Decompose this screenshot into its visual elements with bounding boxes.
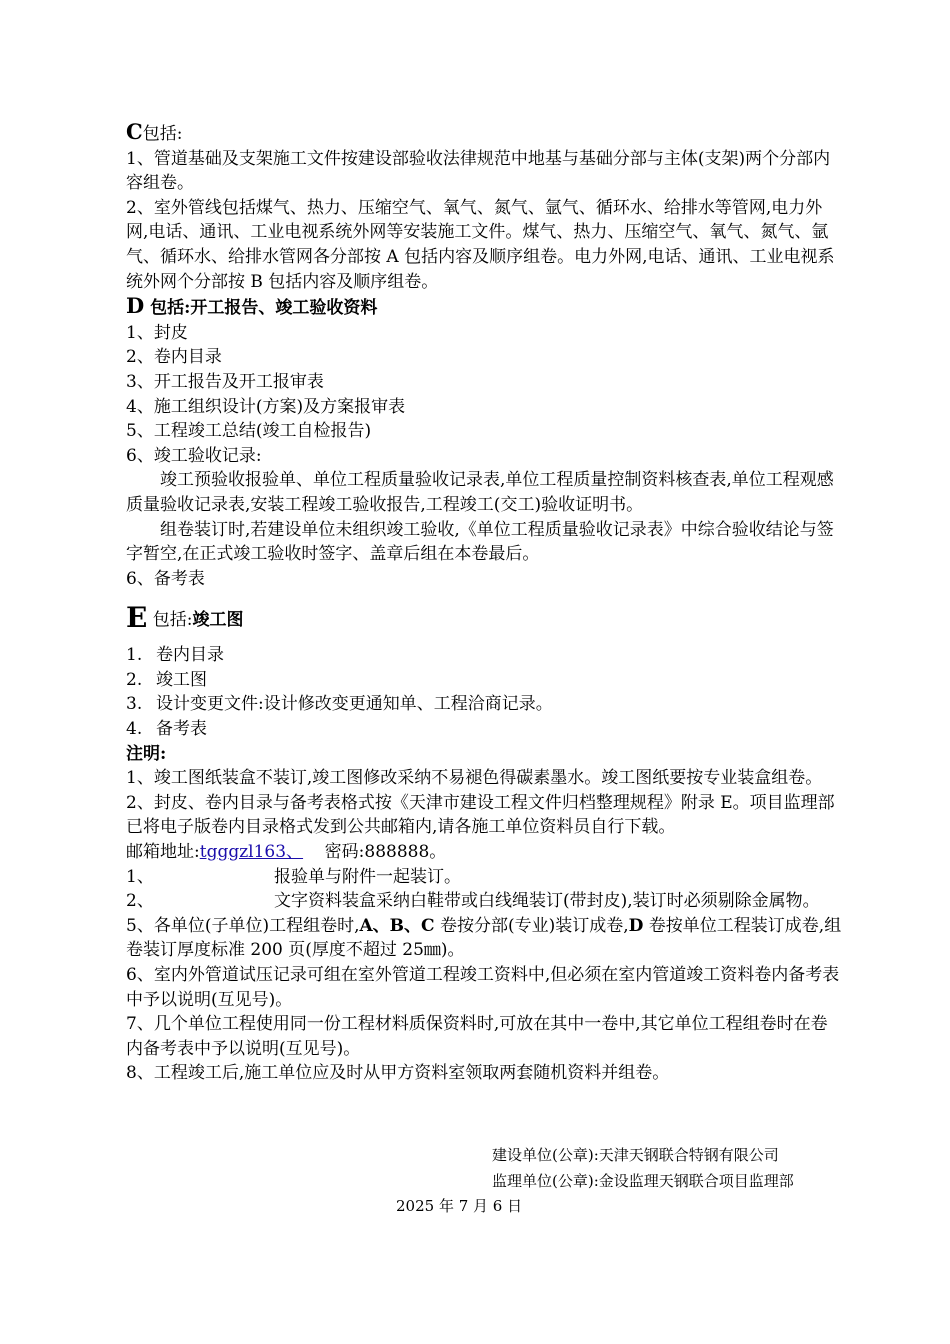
- builder-signature: 建设单位(公章):天津天钢联合特钢有限公司: [492, 1146, 779, 1164]
- section-e-item-num: 2.: [126, 669, 143, 690]
- note-gap-text: 文字资料装盒采纳白鞋带或白线绳装订(带封皮),装订时必须剔除金属物。: [274, 891, 820, 912]
- section-e-item-num: 1.: [126, 645, 143, 666]
- section-c-heading: [126, 120, 844, 147]
- section-c-letter: C: [126, 119, 143, 144]
- section-d-item-6: 6、竣工验收记录:: [126, 445, 262, 466]
- section-d-item-4: 4、施工组织设计(方案)及方案报审表: [126, 396, 406, 417]
- section-e-heading: [126, 601, 844, 637]
- section-e-item-text: 设计变更文件:设计修改变更通知单、工程洽商记录。: [156, 694, 553, 715]
- email-label: 邮箱地址:: [126, 842, 200, 863]
- section-e-item-3: [126, 692, 844, 717]
- section-d-item-1: 1、封皮: [126, 322, 188, 343]
- section-d-item-2: 2、卷内目录: [126, 347, 222, 368]
- section-e-title: 竣工图: [192, 610, 244, 631]
- section-d-item-5: 5、工程竣工总结(竣工自检报告): [126, 421, 372, 442]
- section-e-item-text: 备考表: [156, 719, 207, 740]
- section-d-title: 包括:开工报告、竣工验收资料: [144, 298, 378, 319]
- email-line: [126, 840, 844, 865]
- section-d-last-item: 6、备考表: [126, 568, 205, 589]
- section-e-item-text: 竣工图: [156, 669, 207, 690]
- note-gap-num: 1、: [126, 866, 154, 887]
- note-1: 1、竣工图纸装盒不装订,竣工图修改采纳不易褪色得碳素墨水。竣工图纸要按专业装盒组卷。: [126, 768, 823, 789]
- document-date: 2025 年 7 月 6 日: [396, 1197, 523, 1215]
- section-d-para-2: 组卷装订时,若建设单位未组织竣工验收,《单位工程质量验收记录表》中综合验收结论与签字暂空,在正式竣工验收时签字、盖章后组在本卷最后。: [126, 519, 834, 565]
- note-gap-text: 报验单与附件一起装订。: [274, 866, 461, 887]
- email-password: 密码:888888。: [303, 842, 447, 863]
- section-d-item-3: 3、开工报告及开工报审表: [126, 371, 324, 392]
- section-d-letter: D: [126, 293, 145, 319]
- section-e-prefix: 包括:: [147, 610, 193, 631]
- note-5-part: 卷按分部(专业)装订成卷,: [434, 915, 629, 936]
- note-6: 6、室内外管道试压记录可组在室外管道工程竣工资料中,但必须在室内管道竣工资料卷内备考表中予以说明(互见号)。: [126, 965, 840, 1010]
- note-5-bold: D: [628, 915, 644, 936]
- section-c-item-2: 2、室外管线包括煤气、热力、压缩空气、氧气、氮气、氩气、循环水、给排水等管网,电力外网,电话、通讯、工业电视系统外网等安装施工文件。煤气、热力、压缩空气、氧气、氮气、氩气、循环水、给排水管网各分部按 A 包括内容及顺序组卷。电力外网,电话、通讯、工业电视系统外网个分部按 B 包括内容及顺序组卷。: [126, 197, 835, 292]
- section-e-item-2: [126, 668, 844, 693]
- note-gap-2: [126, 889, 844, 914]
- section-e-item-text: 卷内目录: [156, 645, 224, 666]
- note-8: 8、工程竣工后,施工单位应及时从甲方资料室领取两套随机资料并组卷。: [126, 1063, 670, 1084]
- section-e-item-4: [126, 717, 844, 742]
- note-5: [126, 914, 844, 963]
- note-gap-1: [126, 865, 844, 890]
- section-d-heading: [126, 294, 844, 321]
- section-d-para-1: 竣工预验收报验单、单位工程质量验收记录表,单位工程质量控制资料核查表,单位工程观感质量验收记录表,安装工程竣工验收报告,工程竣工(交工)验收证明书。: [126, 470, 834, 515]
- note-5-part: 5、各单位(子单位)工程组卷时,: [126, 915, 360, 936]
- section-c-title: 包括:: [142, 124, 183, 144]
- note-7: 7、几个单位工程使用同一份工程材料质保资料时,可放在其中一卷中,其它单位工程组卷时在卷内备考表中予以说明(互见号)。: [126, 1014, 828, 1059]
- note-2: 2、封皮、卷内目录与备考表格式按《天津市建设工程文件归档整理规程》附录 E。项目监理部已将电子版卷内目录格式发到公共邮箱内,请各施工单位资料员自行下载。: [126, 792, 835, 838]
- note-gap-num: 2、: [126, 891, 154, 912]
- section-e-item-num: 3.: [126, 694, 143, 715]
- note-5-part: 卷按单位工程装订成卷,组卷装订厚度标准 200 页(厚度不超过 25㎜)。: [126, 915, 842, 961]
- notes-heading: 注明:: [126, 743, 167, 764]
- note-5-bold: A、B、C: [359, 915, 435, 936]
- section-e-item-1: [126, 643, 844, 668]
- email-link[interactable]: tgggzl163、: [199, 842, 304, 863]
- document-body: [126, 120, 844, 1086]
- section-c-item-1: 1、管道基础及支架施工文件按建设部验收法律规范中地基与基础分部与主体(支架)两个分部内容组卷。: [126, 148, 831, 194]
- section-e-item-num: 4.: [126, 719, 143, 740]
- section-e-letter: E: [126, 601, 148, 635]
- supervisor-signature: 监理单位(公章):金设监理天钢联合项目监理部: [492, 1172, 794, 1190]
